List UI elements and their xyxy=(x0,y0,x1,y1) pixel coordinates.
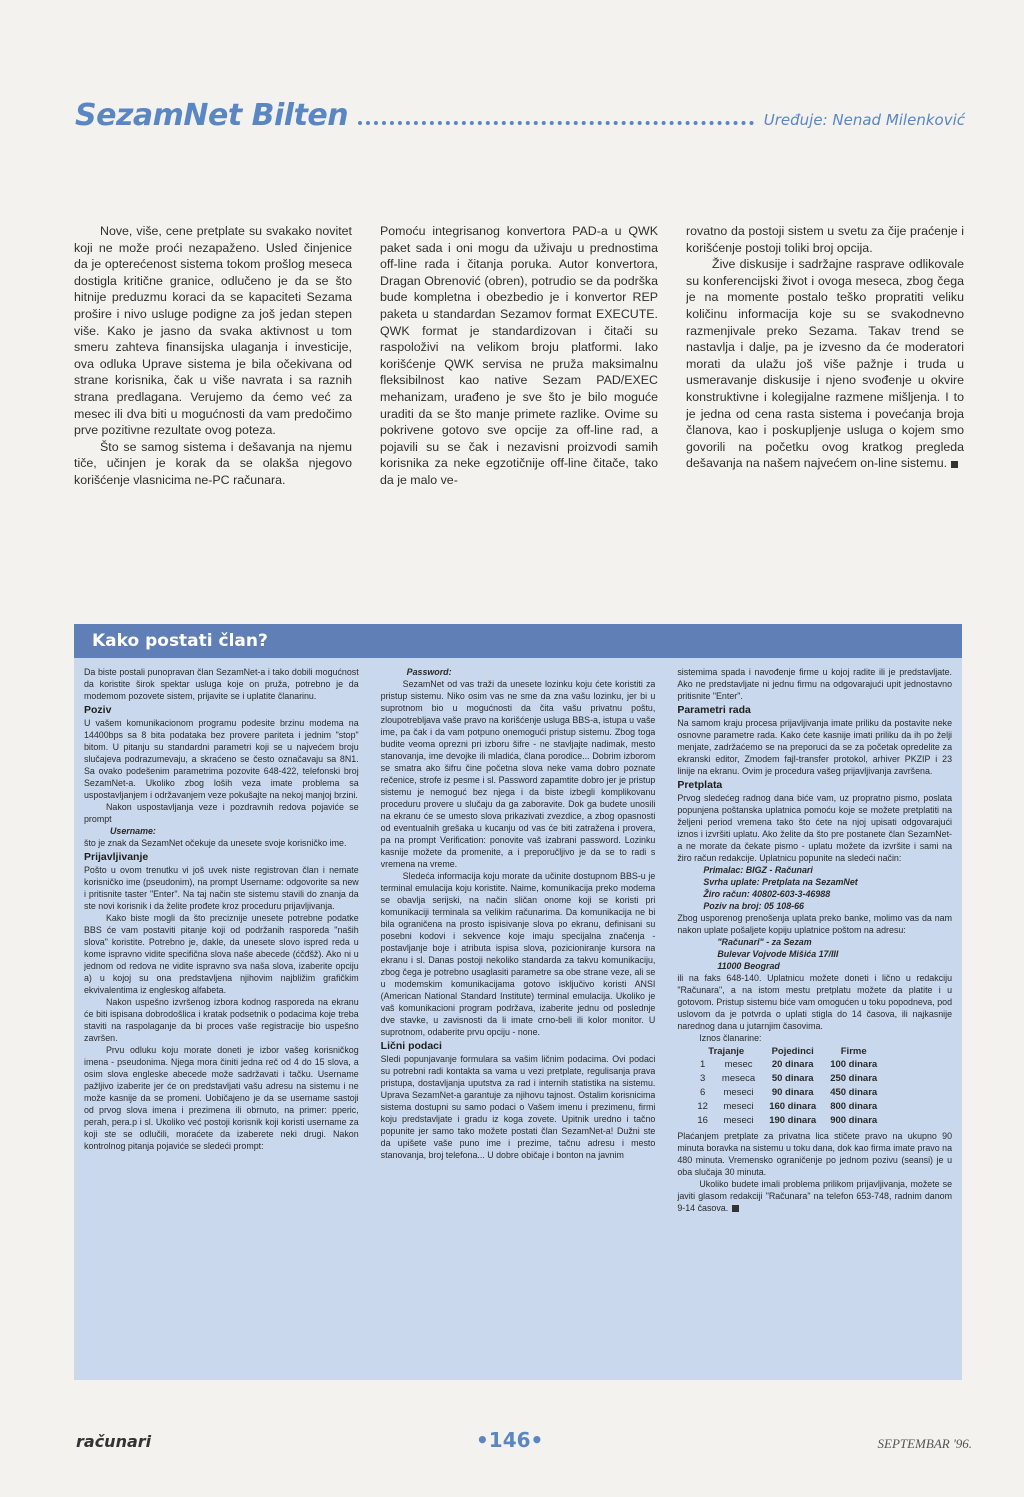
box-title: Kako postati član? xyxy=(74,624,962,658)
table-cell: 450 dinara xyxy=(830,1087,878,1098)
intro-paragraph: rovatno da postoji sistem u svetu za čije praćenje i korišćenje postoji toliki broj opcija. xyxy=(686,224,964,255)
table-row xyxy=(697,1100,891,1114)
header-dot-leader xyxy=(358,121,754,125)
box-paragraph: ili na faks 648-140. Uplatnicu možete doneti i lično u redakciju "Računara", a na istom mestu pretplatu možete da platite i u gotovom. Pristup sistemu biće vam omogućen u toku popodneva, pod uslovom da je potvrda o uplati stigla do 14 časova, ili najkasnije narednog dana u jutarnjim časovima. xyxy=(677,973,953,1031)
box-column-2 xyxy=(381,666,656,1380)
box-paragraph: Sledi popunjavanje formulara sa vašim ličnim podacima. Ovi podaci su potrebni radi kontakta sa vama u vezi pretplate, regulisanja prava pristupa, dostavljanja uputstva za rad i internih statistika na sistemu. Uprava SezamNet-a garantuje za njihovu tajnost. Ostalim korisnicima sistema dostupni su samo podaci o Vašem imenu i prezimenu, firmi koju predstavljate i gradu iz koga zovete. Upitnik uredno i tačno popunite jer samo tako možete postati član SezamNet-a! Dužni ste da upišete vaše puno ime i prezime, tačnu adresu i mesto stanovanja, broj telefona... U dobre običaje i bonton na javnim xyxy=(380,1054,656,1160)
box-paragraph: Prvog sledećeg radnog dana biće vam, uz propratno pismo, poslata popunjena poštanska uplatnica pomoću koje se možete pretplatiti na željeni period vremena tako što ćete na njoj upisati odgovarajući iznos i izvršiti uplatu. Ako želite da što pre postanete član SezamNet-a ne morate da čekate pismo - uplatu možete da izvršite i sami na žiro račun redakcije. Uplatnicu popunite na sledeći način: xyxy=(677,793,953,863)
address-line: Bulevar Vojvode Mišića 17/III xyxy=(717,949,839,959)
table-cell: 190 dinara xyxy=(769,1115,817,1126)
box-paragraph: Pošto u ovom trenutku vi još uvek niste registrovan član i nemate korisničko ime (pseudonim), na prompt Username: odgovorite sa new i pritisnite taster "Enter". Na taj način ste sistemu stavili do znanja da ste novi korisnik i da želite prođete kroz proceduru prijavljivanja. xyxy=(84,865,359,911)
password-prompt: Password: xyxy=(406,667,452,677)
box-paragraph: sistemima spada i navođenje firme u kojoj radite ili je predstavljate. Ako ne predstavljate ni jednu firmu na odgovarajući upit jednostavno pritisnite "Enter". xyxy=(677,667,953,701)
subheading-licni-podaci: Lični podaci xyxy=(380,1040,442,1052)
box-paragraph: Prvu odluku koju morate doneti je izbor vašeg korisničkog imena - pseudonima. Njega mora činiti jedna reč od 4 do 15 slova, a osim slova engleske abecede može sadržavati i tačku. Username pažljivo izaberite jer će on predstavljati vašu adresu na sistemu i ne može kasnije da se promeni. Uobičajeno je da se username sastoji od prvog slova imena i prezimena ili obrnuto, na primer: pperic, perah, pera.p i sl. Ukoliko već postoji korisnik koji koristi username za koji ste se odlučili, moraćete da izaberete neki drugi. Nakon kontrolnog pitanja pojaviće se sledeći prompt: xyxy=(84,1045,359,1151)
payment-account: Žiro račun: 40802-603-3-46988 xyxy=(703,889,831,899)
end-mark-icon xyxy=(732,1205,739,1212)
payment-purpose: Svrha uplate: Pretplata na SezamNet xyxy=(703,877,858,887)
box-paragraph: Sledeća informacija koju morate da učinite dostupnom BBS-u je terminal emulacija koju koristite. Naime, komunikacija preko modema se obavlja serijski, na način sličan onome koji se koristi pri komunikaciji terminala sa velikim računarima. Da komunikacija ne bi bila ograničena na prosto ispisivanje slova po ekranu, definisani su posebni kodovi i sekvence koje imaju specijalna značenja - postavljanje boje i atributa ispisa slova, pozicioniranje kursora na ekranu i sl. Danas postoji nekoliko standarda za takvu komunikaciju, zbog čega je potrebno usaglasiti parametre sa obe strane veze, ali se u modemskim komunikacijama gotovo isključivo koristi ANSI (American National Standard Institute) terminal emulacija. Ukoliko je vaš komunikacioni program podržava, izaberite jednu od poslednje dve stavke, u zavisnosti da li imate crno-beli ili kolor monitor. U suprotnom, odaberite prvu opciju - none. xyxy=(380,871,656,1037)
box-paragraph: Plaćanjem pretplate za privatna lica stičete pravo na ukupno 90 minuta boravka na sistemu u toku dana, dok kao firma imate pravo na 480 minuta. Vremensko ograničenje po jednom pozivu (seansi) je u oba slučaja 30 minuta. xyxy=(677,1131,953,1177)
table-cell: 6 xyxy=(699,1087,706,1098)
table-cell: 250 dinara xyxy=(830,1073,878,1084)
table-header: Pojedinci xyxy=(771,1046,814,1057)
table-cell: 1 xyxy=(699,1059,706,1070)
table-cell: 800 dinara xyxy=(830,1101,878,1112)
table-row xyxy=(697,1114,891,1128)
address-line: 11000 Beograd xyxy=(717,961,780,971)
intro-paragraph: Pomoću integrisanog konvertora PAD-a u QWK paket sada i oni mogu da uživaju u prednostima off-line rada i čitanja poruka. Autor konvertora, Dragan Obrenović (obren), potrudio se da podrška bude kompletna i obezbedio je i konvertor REP paketa u standardan Sezamov format EXECUTE. QWK format je standardizovan i čitači su raspoloživi na velikom broju platformi. Iako korišćenje QWK servisa ne pruža maksimalnu fleksibilnost kao native Sezam PAD/EXEC mehanizam, urađeno je sve što je bilo moguće uraditi da se što manje primete razlike. Ovime su pokrivene gotovo sve opcije za off-line rad, a pojavili su se čak i nezavisni proizvodi samih korisnika za neke egzotičnije off-line čitače, tako da je malo ve- xyxy=(380,224,658,487)
box-paragraph: Nakon uspešno izvršenog izbora kodnog rasporeda na ekranu će biti ispisana dobrodošlica i kratak podsetnik o podacima koje treba staviti na raspolaganje da bi proces vaše registracije bio uspešno završen. xyxy=(84,997,359,1043)
magazine-name: računari xyxy=(76,1432,152,1451)
section-title: SezamNet Bilten xyxy=(75,98,349,133)
box-paragraph: SezamNet od vas traži da unesete lozinku koju ćete koristiti za pristup sistemu. Niko osim vas ne sme da zna vašu lozinku, jer bi u suprotnom bio u mogućnosti da čita vašu privatnu poštu, zloupotrebljava vaše pravo na korišćenje usluga BBS-a, istupa u vaše ime, pa čak i da vam potpuno onemogući pristup sistemu. Zbog toga budite veoma oprezni pri izboru šifre - ne stavljajte nadimak, mesto stanovanja, ime devojke ili mladića, člana porodice... Dobrim izborom se smatra ako šifru čine početna slova neke vama dobro poznate rečenice, strofe iz pesme i sl. Password zapamtite dobro jer je pristup sistemu je nemoguć bez njega i da biste izbegli komplikovanu proceduru provere u slučaju da ga zaboravite. Dok ga budete unosili na ekranu će se umesto slova prikazivati zvezdice, a zbog opasnosti od eventualnih grešaka u kucanju od vas će biti zatražena i provera, pa na prompt Verification: ponovite vaš izabrani password. Lozinku kasnije možete da promenite, a i preporučljivo je da se to radi s vremena na vreme. xyxy=(380,679,656,869)
payment-reference: Poziv na broj: 05 108-66 xyxy=(703,901,804,911)
table-cell: 20 dinara xyxy=(771,1059,814,1070)
box-paragraph: Kako biste mogli da što preciznije unesete potrebne podatke BBS će vam postaviti pitanje koji od podržanih rasporeda "naših slova" koristite. Potrebno je, dakle, da unesete slovo ispred reda u kome ispravno vidite specifična slova naše abecede (ćčđšž). Ako ni u jednom od redova ne vidite ispravno sva naša slova, izaberite opciju a) u kojoj su ona predstavljena njihovim najbližim grafičkim ekvivalentima iz engleskog alfabeta. xyxy=(84,913,359,995)
table-cell: meseci xyxy=(723,1115,754,1126)
table-cell: meseci xyxy=(723,1087,754,1098)
table-header: Trajanje xyxy=(708,1046,745,1057)
table-row xyxy=(697,1086,891,1100)
address-line: "Računari" - za Sezam xyxy=(717,937,812,947)
intro-paragraph: Nove, više, cene pretplate su svakako novitet koji ne može proći nezapaženo. Usled činjenice da je opterećenost sistema tokom prošlog meseca dostigla kritične granice, odlučeno je da se što hitnije preduzmu koraci da se kapaciteti Sezama prošire i nivo usluge podigne za još jedan stepen više. Kako je jasno da svaka aktivnost u tom smeru zahteva finansijska ulaganja i investicije, ova odluka Uprave sistema je bila očekivana od strane korisnika, čak u više navrata i sa raznih strana predlagana. Verujemo da ćemo već za mesec ili dva biti u mogućnosti da vam predočimo prve pozitivne rezultate ovog poteza. xyxy=(74,224,352,438)
table-cell: 3 xyxy=(699,1073,706,1084)
end-mark-icon xyxy=(951,461,958,468)
box-paragraph: U vašem komunikacionom programu podesite brzinu modema na 14400bps sa 8 bita podataka bez provere pariteta i jednim "stop" bitom. U pitanju su standardni parametri koji se u najvećem broju slučajeva podrazumevaju, a skraćeno se često označavaju sa 8N1. Sa ovako podešenim parametrima pozovite 648-422, telefonski broj SezamNet-a. Ukoliko zbog loših veza imate problema sa uspostavljanjem i održavanjem veze pokušajte na nekoj manjoj brzini. xyxy=(84,718,359,800)
intro-column-2 xyxy=(380,223,658,543)
box-paragraph: Zbog usporenog prenošenja uplata preko banke, molimo vas da nam nakon uplate pošaljete kopiju uplatnice poštom na adresu: xyxy=(677,913,953,935)
price-table xyxy=(697,1046,891,1128)
box-paragraph: Da biste postali punopravan član SezamNet-a i tako dobili mogućnost da koristite širok spektar usluga koje on pruža, potrebno je da modemom pozovete sistem, prijavite se i uplatite članarinu. xyxy=(84,667,359,701)
payment-recipient: Primalac: BIGZ - Računari xyxy=(703,865,813,875)
table-cell: 16 xyxy=(697,1115,708,1126)
intro-column-1 xyxy=(74,223,352,543)
table-cell: meseci xyxy=(723,1101,754,1112)
intro-column-3 xyxy=(686,223,964,543)
intro-paragraph: Žive diskusije i sadržajne rasprave odlikovale su konferencijski život i ovoga meseca, zbog čega je na momente postalo teško propratiti veliku količinu informacija koje su se svakodnevno razmenjivale preko Sezama. Takav trend se nastavlja i dalje, pa je izvesno da će moderatori morati da ulažu još više pažnje i truda u usmeravanje diskusije i njeno svođenje u okvire konstruktivne i kolegijalne razmene mišljenja. I to je jedna od cena rasta sistema i povećanja broja članova, kao i poskupljenje usluga o kojem smo govorili na početku ovog kratkog pregleda dešavanja na našem najvećem on-line sistemu. xyxy=(686,257,964,471)
table-cell: 50 dinara xyxy=(771,1073,814,1084)
intro-paragraph: Što se samog sistema i dešavanja na njemu tiče, učinjen je korak da se olakša njegovo korišćenje vlasnicima ne-PC računara. xyxy=(74,439,352,487)
page-header xyxy=(75,88,965,133)
table-cell: 160 dinara xyxy=(769,1101,817,1112)
username-prompt: Username: xyxy=(110,826,156,836)
box-column-3 xyxy=(677,666,952,1380)
table-row xyxy=(697,1058,891,1072)
page-number: •146• xyxy=(476,1428,544,1452)
box-paragraph: Nakon uspostavljanja veze i pozdravnih redova pojaviće se prompt xyxy=(84,802,359,824)
subheading-prijavljivanje: Prijavljivanje xyxy=(84,851,149,863)
editor-credit: Uređuje: Nenad Milenković xyxy=(763,111,965,129)
subheading-pretplata: Pretplata xyxy=(677,779,723,791)
table-header: Firme xyxy=(840,1046,867,1057)
issue-date: SEPTEMBAR '96. xyxy=(877,1436,972,1451)
table-cell: 900 dinara xyxy=(830,1115,878,1126)
table-cell: 12 xyxy=(697,1101,708,1112)
intro-article xyxy=(74,223,966,543)
table-cell: 90 dinara xyxy=(771,1087,814,1098)
table-cell: mesec xyxy=(724,1059,753,1070)
membership-box xyxy=(74,624,962,1380)
box-paragraph: Na samom kraju procesa prijavljivanja imate priliku da postavite neke osnovne parametre rada. Kako ćete kasnije imati priliku da ih po želji menjate, zadržaćemo se na preporuci da se za početak opredelite za ekranski editor, Zmodem fajl-transfer protokol, arhiver PKZIP i 23 linije na ekranu. Ovim je procedura vašeg prijavljivanja završena. xyxy=(677,718,953,776)
table-cell: meseca xyxy=(721,1073,756,1084)
table-cell: 100 dinara xyxy=(830,1059,878,1070)
subheading-parametri-rada: Parametri rada xyxy=(677,704,751,716)
table-row xyxy=(697,1072,891,1086)
box-paragraph: Ukoliko budete imali problema prilikom prijavljivanja, možete se javiti glasom redakciji "Računara" na telefon 653-748, radnim danom 9-14 časova. xyxy=(677,1179,953,1213)
subheading-poziv: Poziv xyxy=(84,704,112,716)
box-column-1 xyxy=(84,666,359,1380)
box-paragraph: što je znak da SezamNet očekuje da unesete svoje korisničko ime. xyxy=(84,838,347,848)
box-paragraph: Iznos članarine: xyxy=(699,1033,762,1043)
